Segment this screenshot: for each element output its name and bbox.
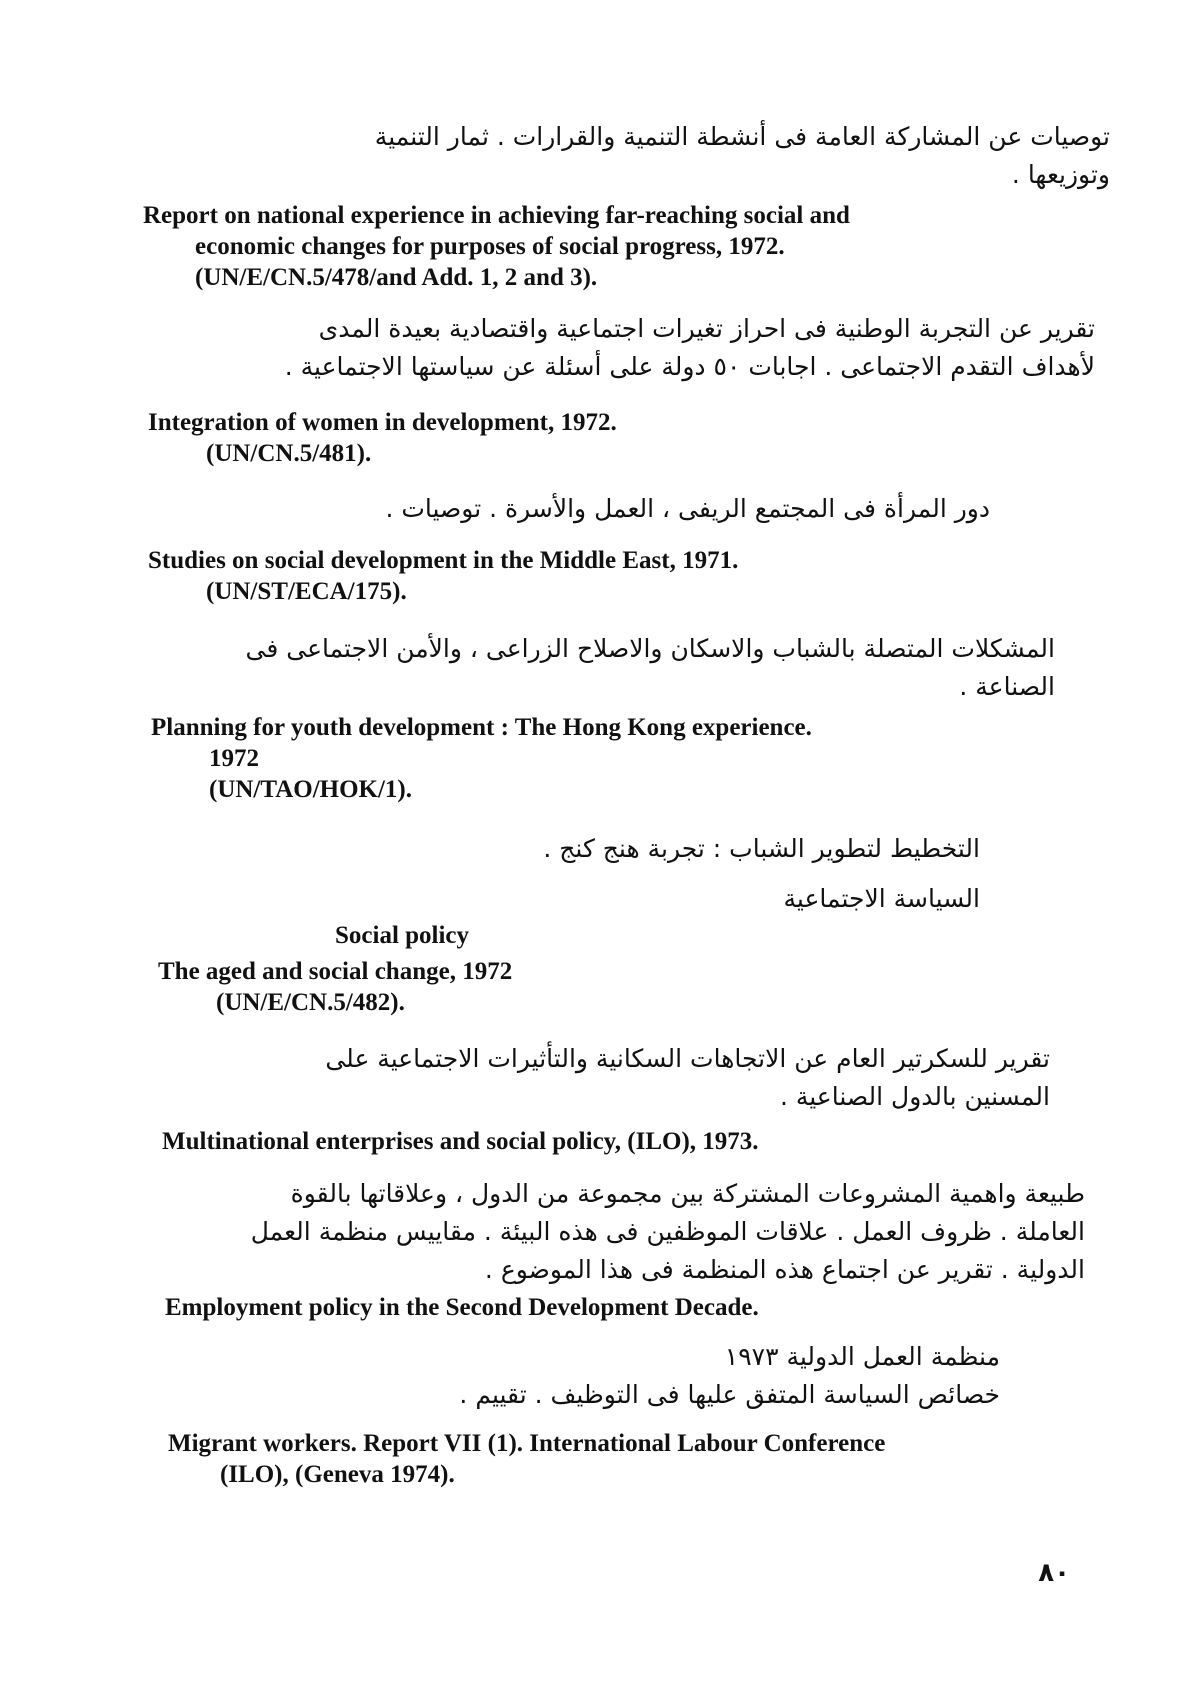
arabic-section-heading — [784, 880, 980, 918]
text-line: التخطيط لتطوير الشباب : تجربة هنج كنج . — [543, 834, 980, 863]
citation-line: Integration of women in development, 1972. — [148, 409, 617, 436]
citation-line: (UN/CN.5/481). — [206, 440, 372, 467]
text-line: لأهداف التقدم الاجتماعى . اجابات ٥٠ دولة على أسئلة عن سياستها الاجتماعية . — [284, 352, 1095, 381]
citation-line: (ILO), (Geneva 1974). — [220, 1461, 455, 1488]
citation-line: Report on national experience in achieving far-reaching social and — [143, 202, 850, 229]
text-line: السياسة الاجتماعية — [783, 884, 980, 913]
citation-multinational-enterprises — [162, 1126, 759, 1157]
citation-line: 1972 — [209, 745, 259, 772]
text-line: طبيعة واهمية المشروعات المشتركة بين مجموعة من الدول ، وعلاقاتها بالقوة — [290, 1179, 1085, 1208]
arabic-summary-national-experience — [285, 310, 1095, 386]
text-line: الدولية . تقرير عن اجتماع هذه المنظمة فى هذا الموضوع . — [484, 1255, 1085, 1284]
citation-integration-of-women — [148, 407, 617, 469]
text-line: تقرير للسكرتير العام عن الاتجاهات السكانية والتأثيرات الاجتماعية على — [325, 1044, 1050, 1073]
text-line: المشكلات المتصلة بالشباب والاسكان والاصلاح الزراعى ، والأمن الاجتماعى فى — [245, 634, 1055, 663]
citation-line: Employment policy in the Second Development Decade. — [165, 1294, 759, 1321]
arabic-summary-middle-east — [246, 630, 1056, 706]
page-number: ٨٠ — [1038, 1558, 1070, 1588]
citation-line: economic changes for purposes of social progress, 1972. — [195, 233, 785, 260]
citation-line: (UN/ST/ECA/175). — [206, 578, 407, 605]
citation-migrant-workers — [168, 1428, 885, 1490]
citation-line: Studies on social development in the Middle East, 1971. — [148, 547, 739, 574]
text-line: دور المرأة فى المجتمع الريفى ، العمل والأسرة . توصيات . — [385, 494, 990, 523]
citation-line: (UN/TAO/HOK/1). — [209, 776, 413, 803]
text-line: وتوزيعها . — [1011, 160, 1110, 189]
citation-line: (UN/E/CN.5/478/and Add. 1, 2 and 3). — [195, 264, 598, 291]
citation-line: Multinational enterprises and social policy, (ILO), 1973. — [162, 1128, 759, 1155]
text-line: خصائص السياسة المتفق عليها فى التوظيف . تقييم . — [459, 1380, 1000, 1409]
citation-studies-middle-east — [148, 545, 738, 607]
text-line: تقرير عن التجربة الوطنية فى احراز تغيرات اجتماعية واقتصادية بعيدة المدى — [318, 314, 1095, 343]
arabic-summary-employment — [459, 1338, 1000, 1414]
text-line: العاملة . ظروف العمل . علاقات الموظفين فى هذه البيئة . مقاييس منظمة العمل — [250, 1217, 1085, 1246]
citation-line: Migrant workers. Report VII (1). International Labour Conference — [168, 1430, 886, 1457]
arabic-summary-participation — [374, 118, 1110, 194]
citation-report-national-experience — [143, 200, 850, 293]
citation-employment-policy — [165, 1292, 759, 1323]
arabic-summary-aged — [325, 1040, 1050, 1116]
arabic-summary-women — [385, 490, 990, 528]
citation-aged-and-social-change — [158, 956, 512, 1018]
text-line: المسنين بالدول الصناعية . — [779, 1082, 1050, 1111]
heading-text: Social policy — [335, 922, 470, 949]
section-heading-social-policy — [335, 922, 469, 950]
text-line: الصناعة . — [959, 672, 1055, 701]
citation-line: The aged and social change, 1972 — [158, 958, 513, 985]
citation-line: (UN/E/CN.5/482). — [216, 989, 405, 1016]
citation-planning-for-youth — [151, 712, 812, 805]
arabic-summary-youth — [543, 830, 980, 868]
citation-line: Planning for youth development : The Hong Kong experience. — [151, 714, 812, 741]
arabic-summary-multinational — [251, 1175, 1085, 1289]
text-line: منظمة العمل الدولية ١٩٧٣ — [724, 1342, 1000, 1371]
text-line: توصيات عن المشاركة العامة فى أنشطة التنمية والقرارات . ثمار التنمية — [374, 122, 1110, 151]
